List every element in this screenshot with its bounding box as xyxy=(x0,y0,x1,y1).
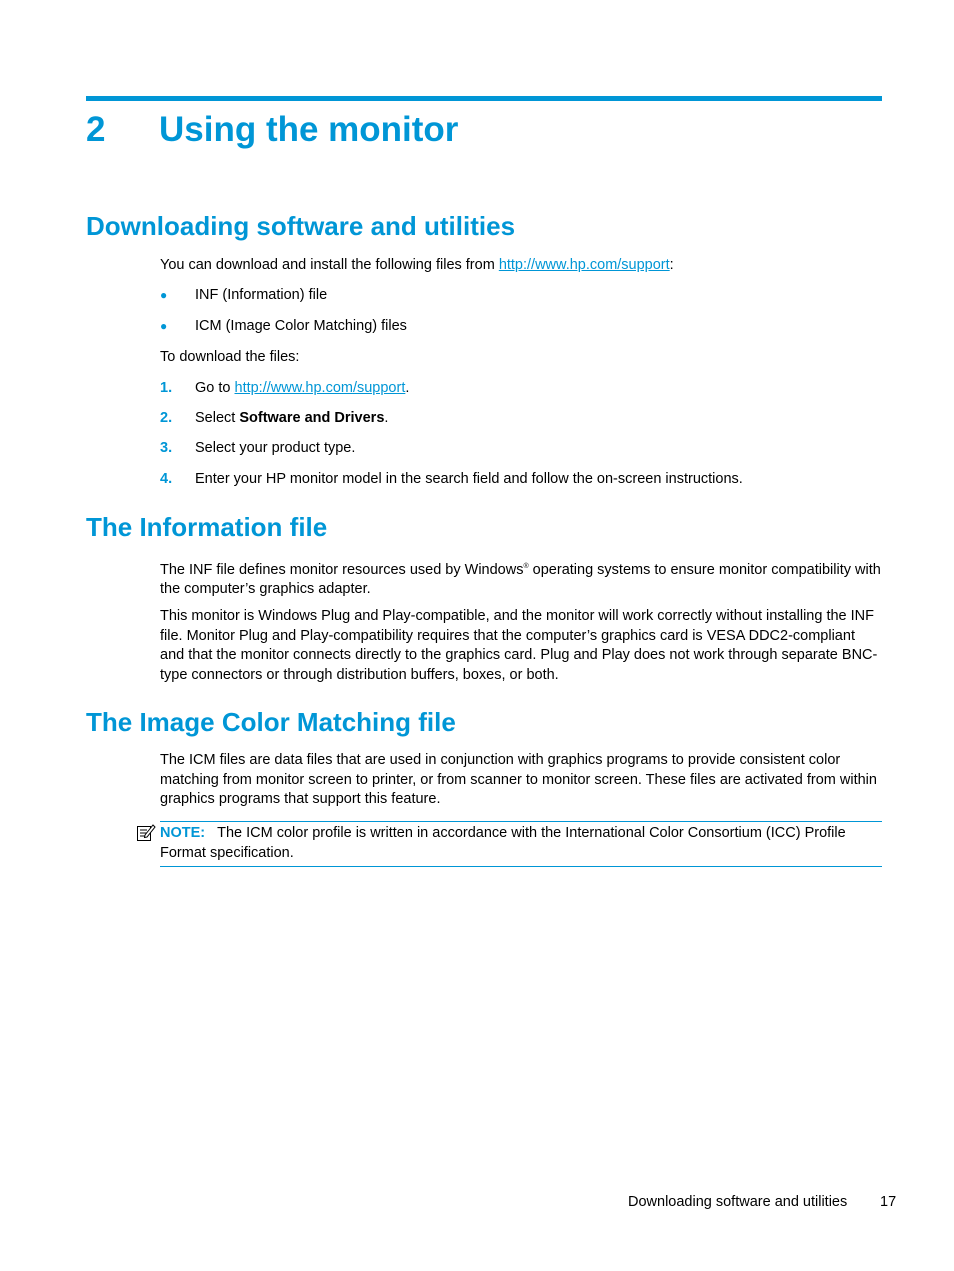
list-item: ICM (Image Color Matching) files xyxy=(195,318,407,334)
bullet-dot-icon: ● xyxy=(160,319,168,333)
chapter-rule xyxy=(86,96,882,101)
list-item: INF (Information) file xyxy=(195,287,328,303)
support-link[interactable]: http://www.hp.com/support xyxy=(498,257,670,273)
step-bold-text: Software and Drivers xyxy=(239,410,385,426)
information-text: The INF file defines monitor resources used by Windows xyxy=(160,561,524,578)
download-intro xyxy=(160,256,882,276)
chapter-number: 2 xyxy=(86,110,106,149)
step-number: 4. xyxy=(160,471,173,487)
chapter-title: Using the monitor xyxy=(159,110,459,149)
information-text-cont: operating systems to ensure monitor compatibility with the computer’s graphics adapter. xyxy=(160,561,881,598)
download-intro-text: You can download and install the following files from xyxy=(160,257,499,273)
icm-paragraph: The ICM files are data files that are used in conjunction with graphics programs to provide consistent color matching from monitor screen to printer, or from scanner to monitor screen. These files are activated from within graphics programs that support this feature. xyxy=(160,752,877,807)
step-text-end: . xyxy=(384,410,389,426)
section-heading-information: The Information file xyxy=(86,512,328,542)
download-intro-colon: : xyxy=(669,257,674,273)
page-number: 17 xyxy=(880,1194,897,1210)
note-body: The ICM color profile is written in accordance with the International Color Consortium (ICC) Profile Format specification. xyxy=(160,825,846,861)
information-paragraph-2: This monitor is Windows Plug and Play-compatible, and the monitor will work correctly without installing the INF file. Monitor Plug and Play-compatibility requires that the computer’s graphics card is VESA DDC2-compliant and that the monitor connects directly to the graphics card. Plug and Play does not work through separate BNC-type connectors or through distribution buffers, boxes, or both. xyxy=(160,608,878,683)
step-support-link[interactable]: http://www.hp.com/support xyxy=(234,380,406,396)
step-number: 3. xyxy=(160,440,173,456)
step-item: Enter your HP monitor model in the search field and follow the on-screen instructions. xyxy=(195,471,743,487)
note-label: NOTE: xyxy=(160,825,206,841)
information-paragraph-1 xyxy=(160,557,882,600)
bullet-dot-icon: ● xyxy=(160,288,168,302)
note-text xyxy=(160,824,876,863)
section-heading-downloading: Downloading software and utilities xyxy=(86,211,516,241)
footer-section-title: Downloading software and utilities xyxy=(628,1194,848,1210)
step-number: 1. xyxy=(160,380,173,396)
steps-intro: To download the files: xyxy=(160,349,300,365)
step-text: Select xyxy=(195,410,240,426)
step-item: Select your product type. xyxy=(195,440,356,456)
step-item xyxy=(195,379,409,399)
step-text-end: . xyxy=(405,380,410,396)
step-item xyxy=(195,409,388,429)
registered-mark: ® xyxy=(523,563,529,570)
step-number: 2. xyxy=(160,410,173,426)
note-pencil-icon xyxy=(136,823,156,843)
step-text: Go to xyxy=(195,380,235,396)
section-heading-icm: The Image Color Matching file xyxy=(86,707,456,737)
